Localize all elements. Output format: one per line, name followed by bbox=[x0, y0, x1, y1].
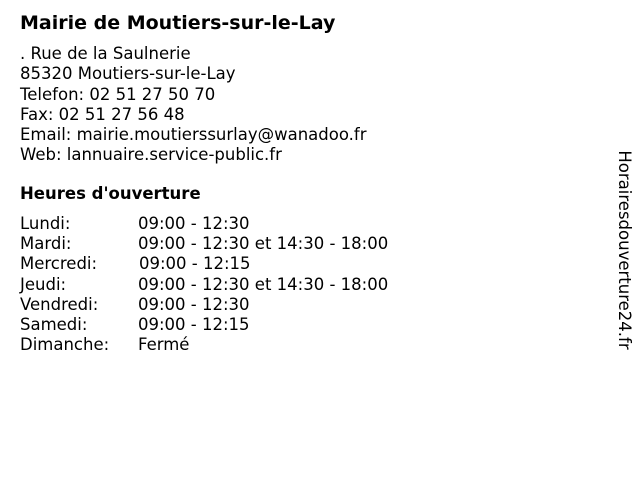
day-label: Mardi: bbox=[20, 234, 72, 254]
contact-block bbox=[20, 44, 367, 166]
time-range: 09:00 - 12:30 bbox=[138, 214, 250, 233]
hours-heading: Heures d'ouverture bbox=[20, 184, 201, 203]
address-street: . Rue de la Saulnerie bbox=[20, 44, 191, 63]
day-label: Dimanche: bbox=[20, 335, 110, 355]
day-label: Mercredi: bbox=[20, 254, 98, 274]
fax-number: Fax: 02 51 27 56 48 bbox=[20, 104, 185, 124]
day-label: Lundi: bbox=[20, 214, 71, 233]
website: Web: lannuaire.service-public.fr bbox=[20, 145, 282, 165]
page-title: Mairie de Moutiers-sur-le-Lay bbox=[20, 12, 336, 34]
time-range: 09:00 - 12:30 et 14:30 - 18:00 bbox=[138, 234, 389, 254]
time-range: 09:00 - 12:15 bbox=[138, 314, 250, 334]
time-range: 09:00 - 12:30 bbox=[138, 294, 250, 314]
address-city: 85320 Moutiers-sur-le-Lay bbox=[20, 64, 236, 84]
day-label: Samedi: bbox=[20, 314, 88, 334]
site-watermark: Horairesdouverture24.fr bbox=[615, 150, 634, 350]
time-range: 09:00 - 12:30 et 14:30 - 18:00 bbox=[138, 274, 389, 294]
phone-number: Telefon: 02 51 27 50 70 bbox=[20, 84, 216, 104]
time-range: 09:00 - 12:15 bbox=[139, 254, 251, 274]
time-range: Fermé bbox=[138, 335, 190, 355]
day-label: Vendredi: bbox=[20, 294, 99, 314]
day-label: Jeudi: bbox=[20, 274, 67, 294]
email-address: Email: mairie.moutierssurlay@wanadoo.fr bbox=[20, 125, 367, 145]
